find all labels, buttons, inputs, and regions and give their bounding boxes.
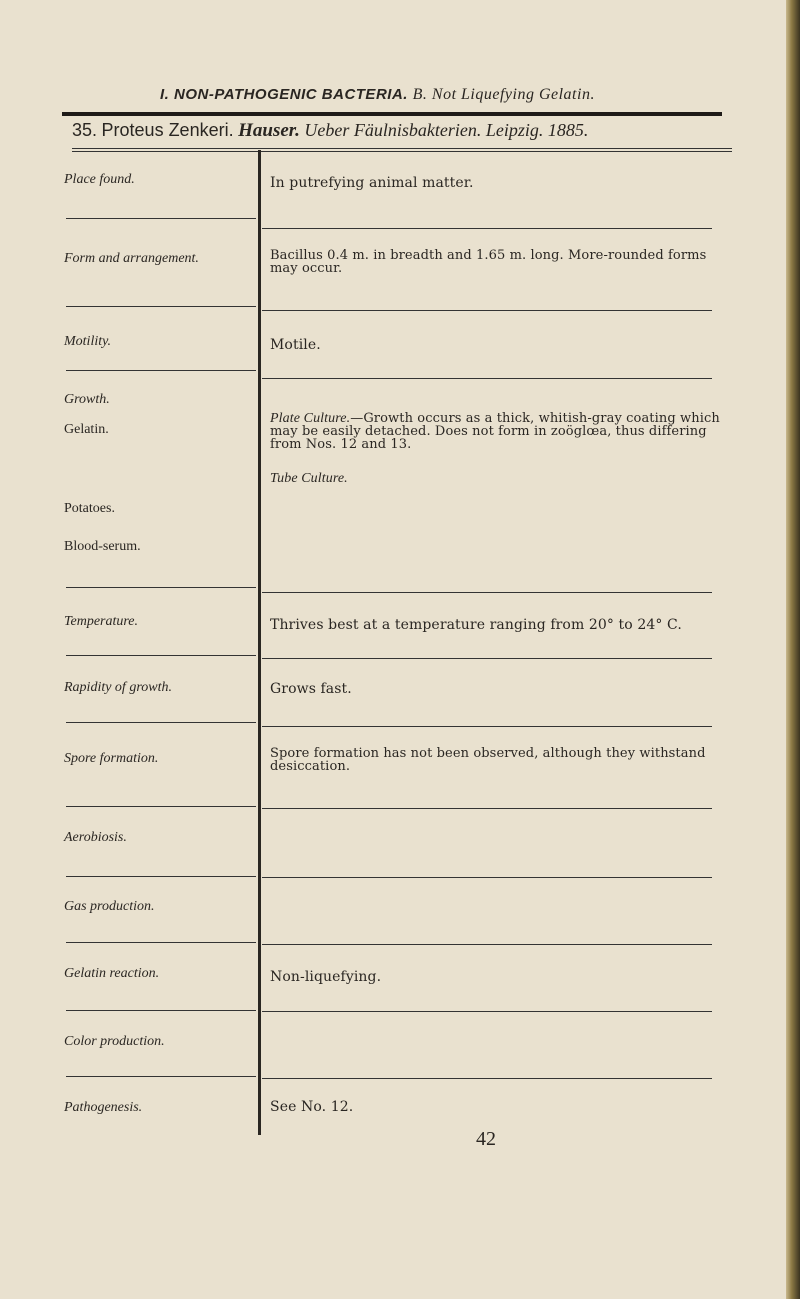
running-header [160, 86, 595, 104]
row-divider [262, 1078, 712, 1079]
value-gelatin-reaction: Non-liquefying. [270, 969, 382, 985]
value-plate-culture [270, 412, 720, 451]
title-rule [72, 148, 732, 152]
row-divider [262, 1011, 712, 1012]
value-form-arrangement: Bacillus 0.4 m. in breadth and 1.65 m. long. More-rounded forms may occur. [270, 248, 707, 276]
value-temperature: Thrives best at a temperature ranging from 20° to 24° C. [270, 617, 682, 633]
row-divider [66, 876, 256, 877]
entry-city: Leipzig. [485, 120, 544, 140]
label-form-arrangement: Form and arrangement. [64, 251, 199, 266]
label-gelatin-reaction: Gelatin reaction. [64, 966, 160, 981]
row-divider [262, 658, 712, 659]
label-color-production: Color production. [64, 1034, 165, 1049]
running-header-subsection: B. Not Liquefying Gelatin. [412, 86, 595, 103]
value-pathogenesis: See No. 12. [270, 1099, 354, 1115]
label-temperature: Temperature. [64, 614, 139, 629]
row-divider [66, 370, 256, 371]
value-place-found: In putrefying animal matter. [270, 175, 474, 191]
page-number: 42 [476, 1128, 496, 1150]
row-divider [262, 378, 712, 379]
row-divider [262, 808, 712, 809]
entry-author: Hauser. [238, 120, 300, 141]
column-divider-lower [258, 845, 261, 1135]
row-divider [262, 877, 712, 878]
row-divider [66, 218, 256, 219]
row-divider [66, 806, 256, 807]
row-divider [262, 726, 712, 727]
row-divider [262, 592, 712, 593]
label-motility: Motility. [64, 334, 112, 349]
row-divider [262, 228, 712, 229]
label-growth: Growth. [64, 392, 110, 407]
value-tube-culture [270, 472, 720, 485]
label-aerobiosis: Aerobiosis. [64, 830, 127, 845]
plate-culture-text: —Growth occurs as a thick, whitish-gray coating which may be easily detached. Does not form in zoöglœa, thus differing from Nos. 12 and 13. [270, 411, 720, 452]
tube-culture-title: Tube Culture. [270, 471, 348, 486]
row-divider [66, 1076, 256, 1077]
label-gelatin: Gelatin. [64, 422, 109, 437]
label-spore-formation: Spore formation. [64, 751, 159, 766]
label-place-found: Place found. [64, 172, 135, 187]
page-edge [786, 0, 800, 1299]
running-header-section: I. NON-PATHOGENIC BACTERIA. [160, 86, 408, 103]
row-divider [66, 587, 256, 588]
plate-culture-title: Plate Culture. [270, 411, 351, 426]
row-divider [66, 722, 256, 723]
label-pathogenesis: Pathogenesis. [64, 1100, 143, 1115]
entry-title [72, 120, 588, 142]
label-potatoes: Potatoes. [64, 501, 115, 516]
entry-number: 35. [72, 120, 98, 140]
row-divider [66, 306, 256, 307]
row-divider [262, 944, 712, 945]
label-gas-production: Gas production. [64, 899, 155, 914]
entry-work: Ueber Fäulnisbakterien. [304, 120, 482, 140]
label-blood-serum: Blood-serum. [64, 539, 141, 554]
row-divider [66, 1010, 256, 1011]
entry-species: Proteus Zenkeri. [101, 120, 234, 140]
entry-year: 1885. [547, 120, 589, 140]
row-divider [66, 942, 256, 943]
row-divider [262, 310, 712, 311]
column-divider [258, 150, 261, 845]
row-divider [66, 655, 256, 656]
header-rule [62, 112, 722, 116]
label-rapidity: Rapidity of growth. [64, 680, 172, 695]
value-rapidity: Grows fast. [270, 681, 352, 697]
value-spore-formation: Spore formation has not been observed, although they withstand desiccation. [270, 746, 706, 774]
value-motility: Motile. [270, 337, 321, 353]
